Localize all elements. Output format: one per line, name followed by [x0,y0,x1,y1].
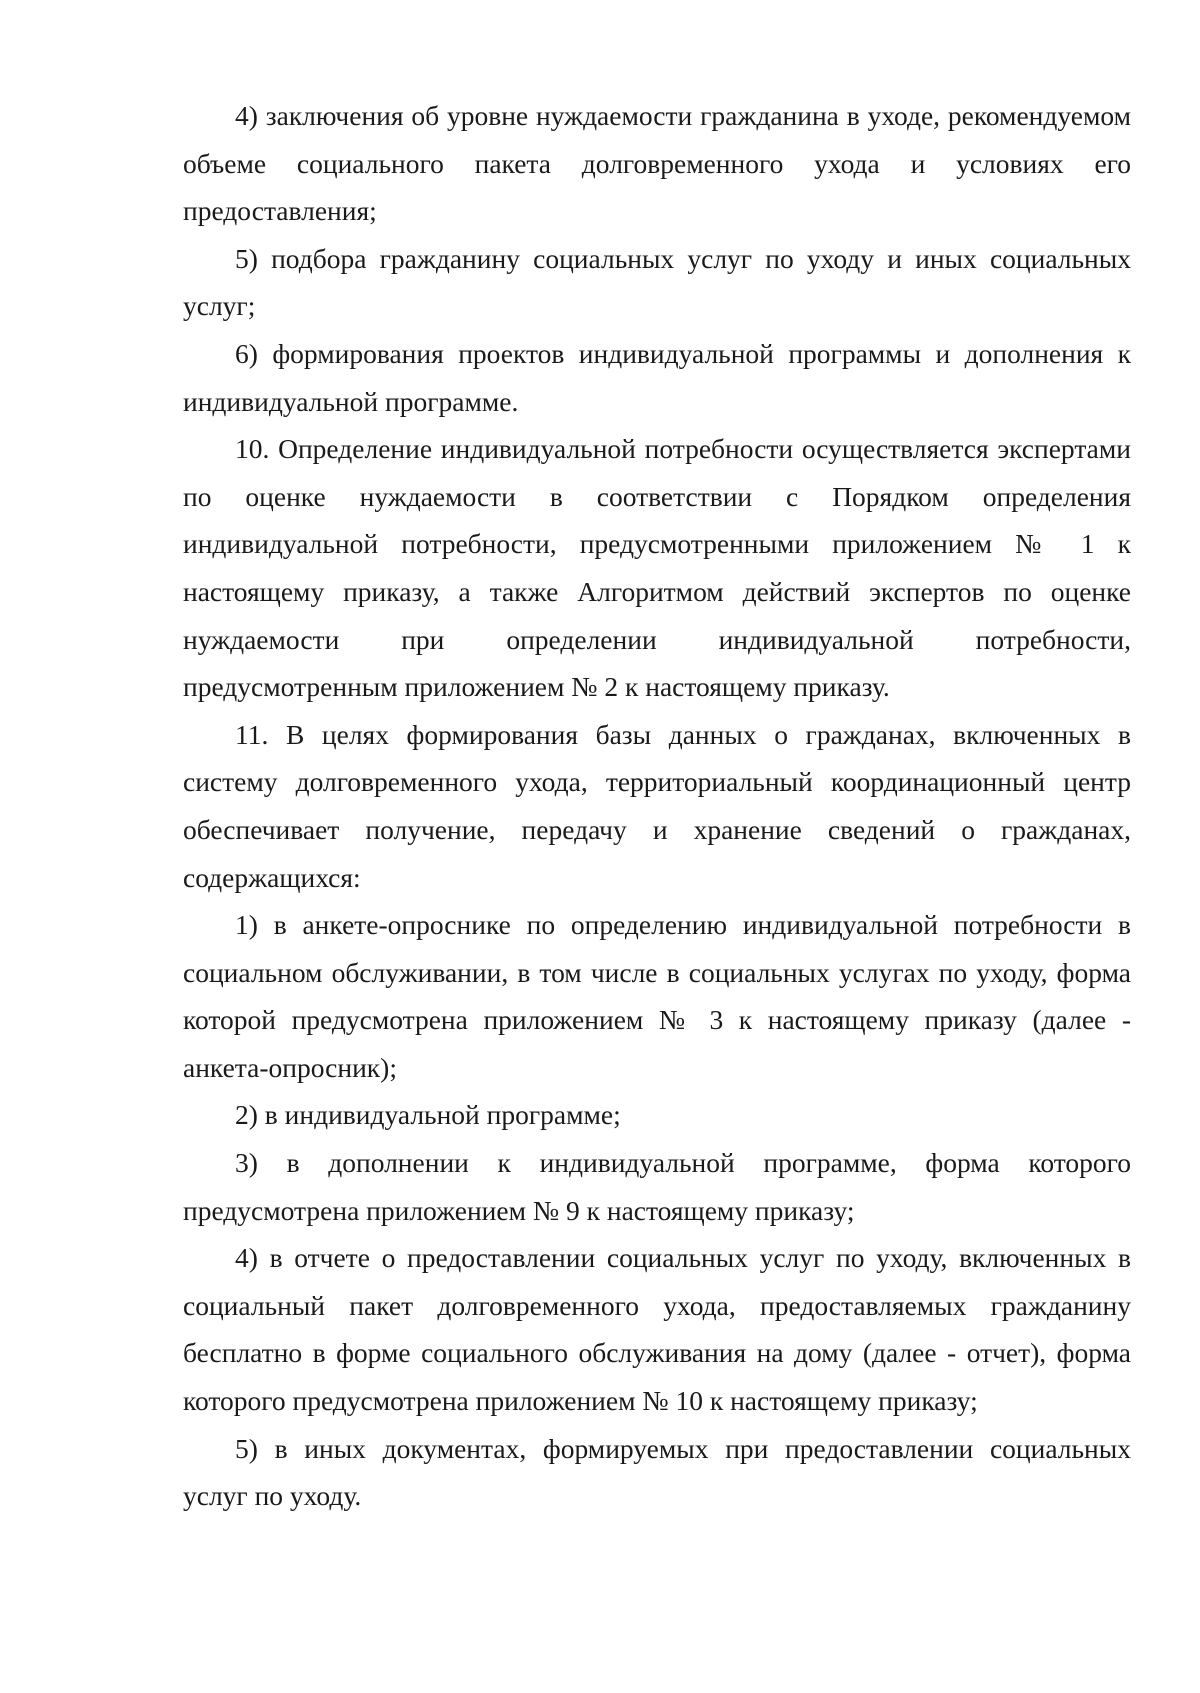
document-body [183,92,1131,1520]
paragraph-subitem-2-individual-program: 2) в индивидуальной программе; [235,1099,621,1131]
paragraph-subitem-4-report: 4) в отчете о предоставлении социальных услуг по уходу, включенных в социальный пакет долговременного ухода, предоставляемых гражданину бесплатно в форме социального обслуживания на дому (далее - отчет), форма которого предусмотрена приложением № 10 к настоящему приказу; [183,1242,1131,1417]
paragraph-clause-11: 11. В целях формирования базы данных о гражданах, включенных в систему долговременного ухода, территориальный координационный центр обеспечивает получение, передачу и хранение сведений о гражданах, содержащихся: [183,718,1131,893]
paragraph-item-4-conclusion: 4) заключения об уровне нуждаемости гражданина в уходе, рекомендуемом объеме социального пакета долговременного ухода и условиях его предоставления; [183,100,1131,227]
paragraph-subitem-3-program-supplement: 3) в дополнении к индивидуальной программе, форма которого предусмотрена приложением № 9 к настоящему приказу; [183,1147,1131,1226]
paragraph-item-6-program-drafts: 6) формирования проектов индивидуальной программы и дополнения к индивидуальной программе. [183,337,1131,417]
paragraph-subitem-1-questionnaire: 1) в анкете-опроснике по определению индивидуальной потребности в социальном обслуживании, в том числе в социальных услугах по уходу, форма которой предусмотрена приложением № 3 к настоящему приказу (далее - анкета-опросник); [183,909,1131,1083]
paragraph-subitem-5-other-documents: 5) в иных документах, формируемых при предоставлении социальных услуг по уходу. [183,1432,1131,1512]
paragraph-clause-10: 10. Определение индивидуальной потребности осуществляется экспертами по оценке нуждаемости в соответствии с Порядком определения индивидуальной потребности, предусмотренными приложением № 1 к настоящему приказу, а также Алгоритмом действий экспертов по оценке нуждаемости при определении индивидуальной потребности, предусмотренным приложением № 2 к настоящему приказу. [183,433,1131,703]
paragraph-item-5-services-selection: 5) подбора гражданину социальных услуг по уходу и иных социальных услуг; [183,242,1131,322]
